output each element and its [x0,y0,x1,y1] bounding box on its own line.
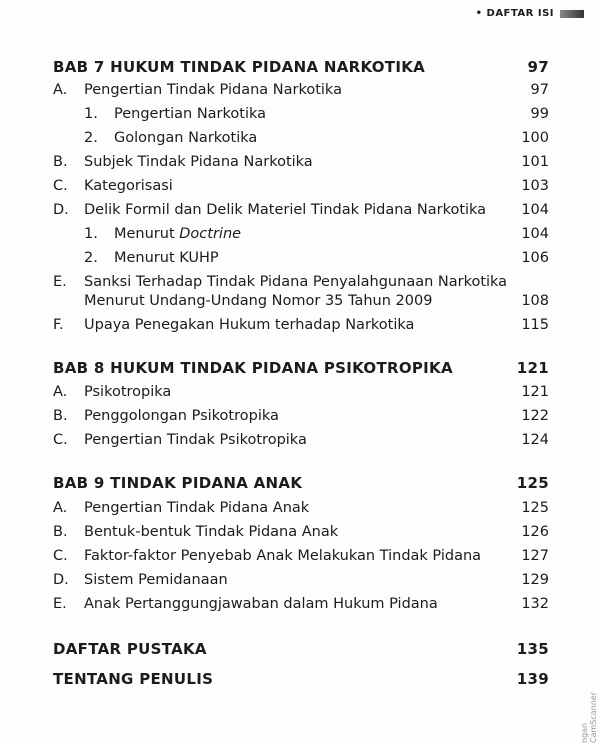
entry-letter: A. [53,82,68,98]
header-title: • DAFTAR ISI [475,8,554,19]
entry-letter: B. [53,154,68,170]
entry-page: 99 [530,106,549,122]
chapter-title: BAB 8 HUKUM TINDAK PIDANA PSIKOTROPIKA [53,359,453,377]
entry-text: Delik Formil dan Delik Materiel Tindak Pidana Narkotika [84,202,487,218]
entry-text: Bentuk-bentuk Tindak Pidana Anak [84,524,339,540]
entry-text: Upaya Penegakan Hukum terhadap Narkotika [84,317,415,333]
entry-text: Sistem Pemidanaan [84,572,228,588]
entry-letter: C. [53,432,68,448]
entry-text: Pengertian Tindak Psikotropika [84,432,307,448]
entry-letter: D. [53,572,69,588]
entry-page: 124 [521,432,549,448]
entry-text: Faktor-faktor Penyebab Anak Melakukan Tindak Pidana [84,548,482,564]
running-header [476,8,584,19]
entry-page: 104 [521,226,549,242]
entry-page: 97 [530,82,549,98]
chapter-page: 125 [516,474,549,492]
entry-text: Psikotropika [84,384,172,400]
header-bar [560,10,584,18]
entry-text-line1: Sanksi Terhadap Tindak Pidana Penyalahgunaan Narkotika [84,274,508,290]
entry-letter: E. [53,274,67,290]
entry-page: 115 [521,317,549,333]
section-title: TENTANG PENULIS [53,670,214,688]
entry-text: Penggolongan Psikotropika [84,408,279,424]
entry-text: Subjek Tindak Pidana Narkotika [84,154,313,170]
entry-page: 108 [521,293,549,309]
entry-page: 103 [521,178,549,194]
entry-page: 100 [521,130,549,146]
entry-text: Menurut KUHP [114,250,219,266]
entry-text: Pengertian Tindak Pidana Anak [84,500,310,516]
entry-text-italic: Doctrine [179,226,242,242]
entry-letter: A. [53,384,68,400]
entry-index: 2. [84,130,98,146]
entry-page: 129 [521,572,549,588]
entry-text: Pengertian Tindak Pidana Narkotika [84,82,342,98]
entry-text: Kategorisasi [84,178,173,194]
entry-page: 122 [521,408,549,424]
entry-text: Pengertian Narkotika [114,106,267,122]
chapter-title: BAB 9 TINDAK PIDANA ANAK [53,474,303,492]
entry-text-prefix: Menurut [114,226,180,242]
section-title: DAFTAR PUSTAKA [53,640,207,658]
chapter-page: 121 [516,359,549,377]
entry-letter: E. [53,596,67,612]
entry-page: 125 [521,500,549,516]
entry-letter: B. [53,524,68,540]
entry-page: 127 [521,548,549,564]
entry-text-line2: Menurut Undang-Undang Nomor 35 Tahun 2009 [84,293,433,309]
chapter-title: BAB 7 HUKUM TINDAK PIDANA NARKOTIKA [53,58,426,76]
entry-text [114,225,241,243]
entry-index: 1. [84,226,98,242]
chapter-page: 97 [527,58,549,76]
entry-page: 132 [521,596,549,612]
entry-page: 121 [521,384,549,400]
entry-text: Anak Pertanggungjawaban dalam Hukum Pidana [84,596,438,612]
entry-letter: F. [53,317,64,333]
scanner-watermark: ngan CamScanner [580,691,598,743]
entry-page: 101 [521,154,549,170]
entry-index: 1. [84,106,98,122]
entry-letter: C. [53,548,68,564]
entry-letter: C. [53,178,68,194]
entry-index: 2. [84,250,98,266]
entry-page: 106 [521,250,549,266]
entry-letter: D. [53,202,69,218]
entry-letter: B. [53,408,68,424]
entry-text: Golongan Narkotika [114,130,258,146]
section-page: 135 [516,640,549,658]
entry-page: 104 [521,202,549,218]
entry-page: 126 [521,524,549,540]
section-page: 139 [516,670,549,688]
entry-letter: A. [53,500,68,516]
